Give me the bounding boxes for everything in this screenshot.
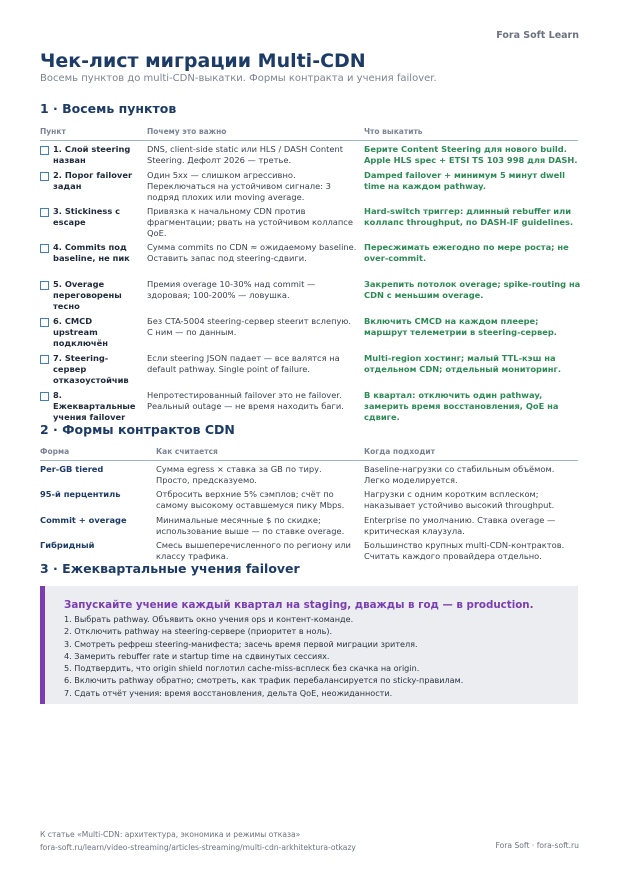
item-ship: Damped failover + минимум 5 минут dwell time на каждом pathway. bbox=[364, 170, 565, 192]
page-subtitle: Восемь пунктов до multi-CDN-выкатки. Формы контракта и учения failover. bbox=[40, 73, 437, 84]
checkbox[interactable] bbox=[40, 355, 49, 364]
callout-title: Запускайте учение каждый квартал на staging, дважды в год — в production. bbox=[64, 599, 534, 611]
checklist-table-header bbox=[40, 126, 578, 141]
checkbox[interactable] bbox=[40, 146, 49, 155]
item-why: DNS, client-side static или HLS / DASH Content Steering. Дефолт 2026 — третье. bbox=[147, 144, 343, 166]
footer-article: К статье «Multi-CDN: архитектура, экономика и режимы отказа» bbox=[40, 830, 301, 839]
brand-label: Fora Soft Learn bbox=[496, 30, 579, 41]
drill-step: 5. Подтвердить, что origin shield поглотил cache-miss-всплеск без скачка на origin. bbox=[64, 663, 420, 674]
checkbox[interactable] bbox=[40, 208, 49, 217]
contract-when: Нагрузки с одним коротким всплеском; наказывает устойчиво высокий throughput. bbox=[364, 489, 555, 511]
item-ship: Hard-switch триггер: длинный rebuffer или коллапс throughput, по DASH-IF guidelines. bbox=[364, 206, 574, 228]
footer-brand: Fora Soft · fora-soft.ru bbox=[495, 841, 579, 850]
item-why: Если steering JSON падает — все валятся на default pathway. Single point of failure. bbox=[147, 353, 340, 375]
item-why: Без CTA-5004 steering-сервер steerит вслепую. С ним — по данным. bbox=[147, 316, 352, 338]
item-label: 4. Commits под baseline, не пик bbox=[53, 242, 130, 264]
contracts-table-header bbox=[40, 446, 578, 461]
item-ship: Включить CMCD на каждом плеере; маршрут телеметрии в steering-сервер. bbox=[364, 316, 557, 338]
item-ship: Multi-region хостинг; малый TTL-кэш на отдельном CDN; отдельный мониторинг. bbox=[364, 353, 561, 375]
drill-step: 1. Выбрать pathway. Объявить окно учения ops и контент-команде. bbox=[64, 614, 354, 624]
page-title: Чек-лист миграции Multi-CDN bbox=[40, 50, 366, 72]
item-label: 2. Порог failover задан bbox=[53, 170, 133, 192]
checkbox[interactable] bbox=[40, 281, 49, 290]
drill-step: 2. Отключить pathway на steering-сервере (приоритет в ноль). bbox=[64, 626, 333, 637]
col-header-ship: Что выкатить bbox=[364, 127, 423, 136]
checkbox[interactable] bbox=[40, 318, 49, 327]
contract-how: Сумма egress × ставка за GB по тиру. Просто, предсказуемо. bbox=[156, 464, 322, 486]
section-heading-contracts: 2 · Формы контрактов CDN bbox=[40, 422, 235, 437]
item-why: Один 5xx — слишком агрессивно. Переключаться на устойчивом сигнале: 3 подряд плохих или moving average. bbox=[147, 170, 331, 203]
item-ship: В квартал: отключить один pathway, замерить время восстановления, QoE на сдвиге. bbox=[364, 390, 559, 423]
item-ship: Берите Content Steering для нового build. Apple HLS spec + ETSI TS 103 998 для DASH. bbox=[364, 144, 578, 166]
checkbox[interactable] bbox=[40, 244, 49, 253]
item-label: 7. Steering-сервер отказоустойчив bbox=[53, 353, 129, 386]
item-label: 5. Overage переговорены тесно bbox=[53, 279, 122, 312]
item-why: Премия overage 10-30% над commit — здоровая; 100-200% — ловушка. bbox=[147, 279, 316, 301]
item-ship: Закрепить потолок overage; spike-routing на CDN с меньшим overage. bbox=[364, 279, 581, 301]
checkbox[interactable] bbox=[40, 172, 49, 181]
contract-form: Commit + overage bbox=[40, 515, 127, 525]
contract-when: Большинство крупных multi-CDN-контрактов. Считать каждого провайдера отдельно. bbox=[364, 540, 565, 562]
contract-how: Минимальные месячные $ по скидке; использование выше — по ставке overage. bbox=[156, 515, 345, 537]
contract-form: Гибридный bbox=[40, 540, 95, 550]
footer-source bbox=[40, 829, 356, 854]
contract-form: 95-й перцентиль bbox=[40, 489, 121, 499]
drill-steps bbox=[64, 613, 463, 699]
drill-step: 6. Включить pathway обратно; смотреть, как трафик перебалансируется по sticky-правилам. bbox=[64, 675, 464, 686]
item-label: 8. Ежеквартальные учения failover bbox=[53, 390, 136, 423]
drill-step: 7. Сдать отчёт учения: время восстановления, дельта QoE, неожиданности. bbox=[64, 687, 393, 698]
contract-how: Отбросить верхние 5% сэмплов; счёт по самому высокому оставшемуся пику Mbps. bbox=[156, 489, 345, 511]
item-why: Привязка к начальному CDN против фрагментации; рвать на устойчивом коллапсе QoE. bbox=[147, 206, 353, 239]
item-label: 6. CMCD upstream подключён bbox=[53, 316, 108, 349]
drill-callout bbox=[40, 586, 578, 704]
col-header-when: Когда подходит bbox=[364, 447, 435, 456]
item-ship: Пересжимать ежегодно по мере роста; не over-commit. bbox=[364, 242, 569, 264]
contract-form: Per-GB tiered bbox=[40, 464, 104, 474]
drill-step: 3. Смотреть рефреш steering-манифеста; засечь время первой миграции зрителя. bbox=[64, 638, 418, 649]
col-header-item: Пункт bbox=[40, 127, 66, 136]
item-why: Сумма commits по CDN ≈ ожидаемому baseline. Оставить запас под steering-сдвиги. bbox=[147, 242, 357, 264]
contract-when: Baseline-нагрузки со стабильным объёмом. Легко моделируется. bbox=[364, 464, 555, 486]
drill-step: 4. Замерить rebuffer rate и startup time на сдвинутых сессиях. bbox=[64, 650, 330, 661]
section-heading-items: 1 · Восемь пунктов bbox=[40, 101, 177, 116]
contract-how: Смесь вышеперечисленного по региону или классу трафика. bbox=[156, 540, 351, 562]
section-heading-drills: 3 · Ежеквартальные учения failover bbox=[40, 561, 300, 576]
col-header-why: Почему это важно bbox=[147, 127, 227, 136]
item-label: 3. Stickiness с escape bbox=[53, 206, 121, 228]
footer-url-link[interactable]: fora-soft.ru/learn/video-streaming/articles-streaming/multi-cdn-arkhitektura-otkazy bbox=[40, 842, 356, 852]
col-header-form: Форма bbox=[40, 447, 70, 456]
checkbox[interactable] bbox=[40, 392, 49, 401]
item-label: 1. Слой steering назван bbox=[53, 144, 131, 166]
col-header-how: Как считается bbox=[156, 447, 218, 456]
contract-when: Enterprise по умолчанию. Ставка overage — критическая клаузула. bbox=[364, 515, 556, 537]
item-why: Непротестированный failover это не failover. Реальный outage — не время находить баги. bbox=[147, 390, 344, 412]
